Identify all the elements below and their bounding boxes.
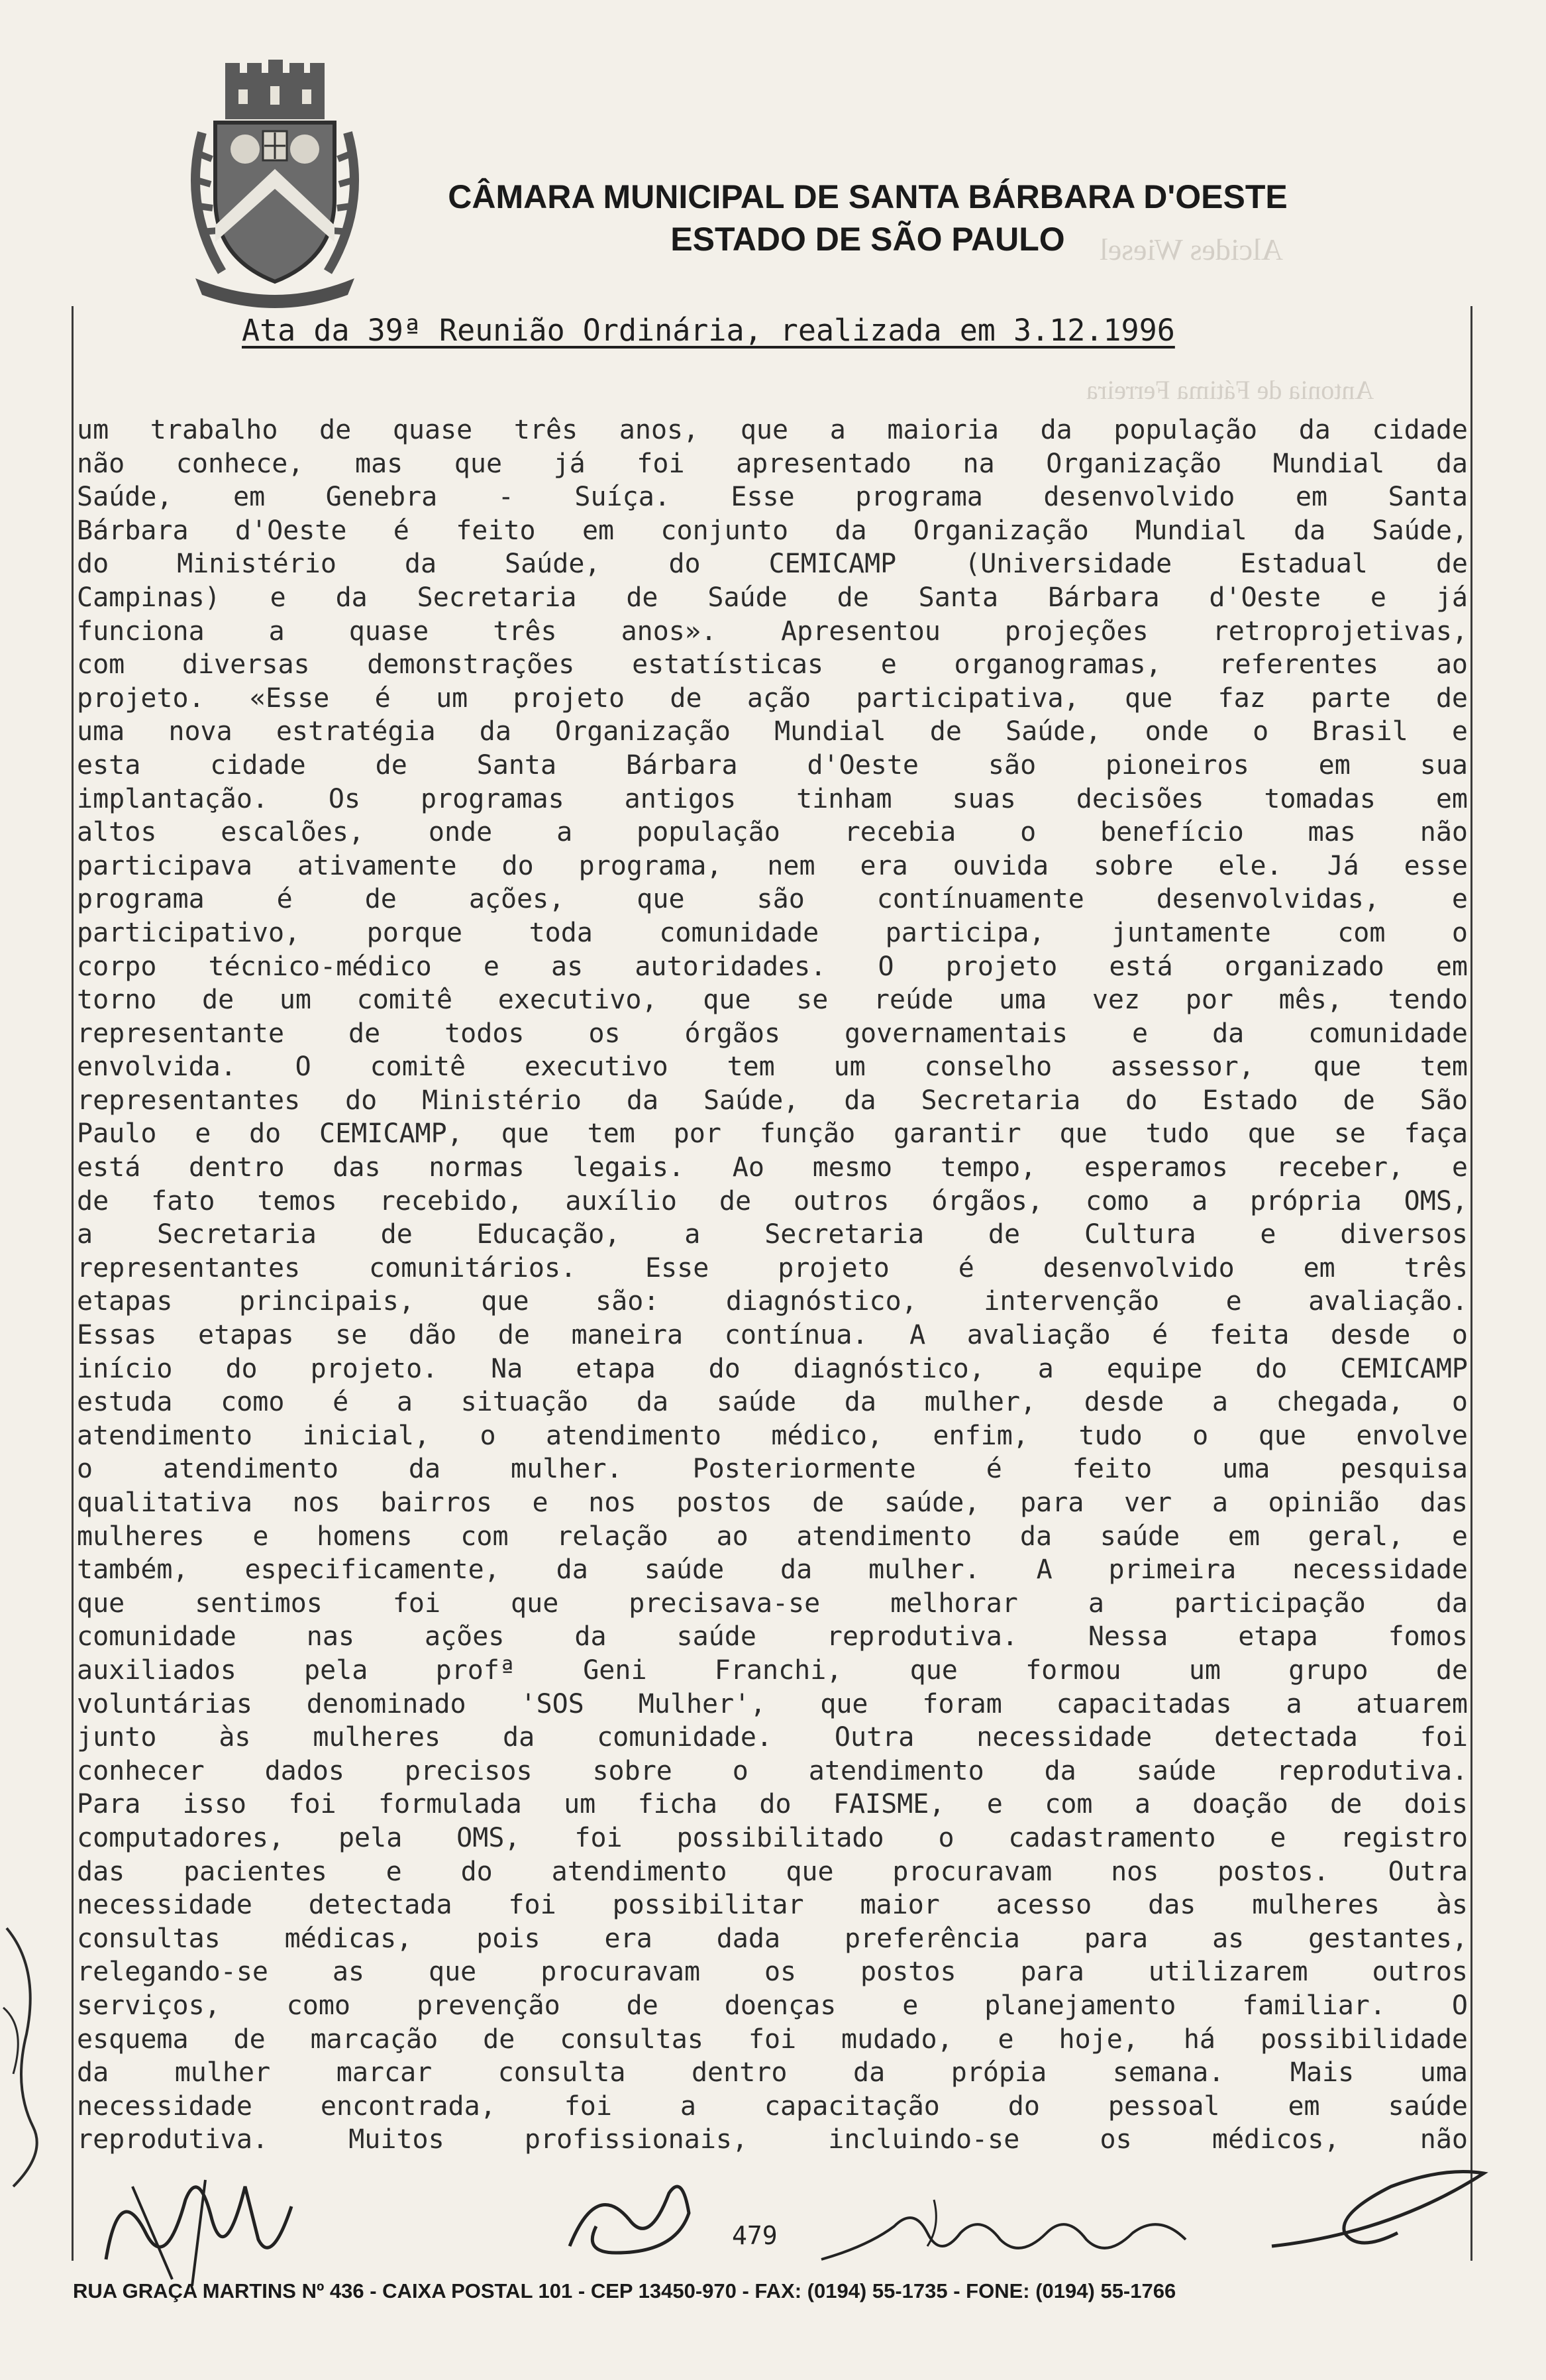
text-line: Essas etapas se dão de maneira contínua. A avaliação é feita desde o (77, 1320, 1468, 1351)
text-line: projeto. «Esse é um projeto de ação participativa, que faz parte de (77, 682, 1468, 714)
signature-1 (93, 2160, 325, 2293)
text-line: Saúde, em Genebra - Suíça. Esse programa desenvolvido em Santa (77, 482, 1468, 513)
minutes-body (77, 413, 1468, 2157)
text-line: necessidade detectada foi possibilitar maior acesso das mulheres às (77, 1890, 1468, 1921)
text-line: representantes comunitários. Esse projeto é desenvolvido em três (77, 1252, 1468, 1283)
text-line: junto às mulheres da comunidade. Outra necessidade detectada foi (77, 1722, 1468, 1753)
text-line: comunidade nas ações da saúde reprodutiva. Nessa etapa fomos (77, 1621, 1468, 1652)
text-line: com diversas demonstrações estatísticas e organogramas, referentes ao (77, 649, 1468, 680)
text-line: esta cidade de Santa Bárbara d'Oeste são pioneiros em sua (77, 749, 1468, 781)
text-line: necessidade encontrada, foi a capacitação do pessoal em saúde (77, 2090, 1468, 2122)
signature-4 (1259, 2160, 1497, 2259)
text-line: de fato temos recebido, auxílio de outros órgãos, como a própria OMS, (77, 1185, 1468, 1217)
text-line: Paulo e do CEMICAMP, que tem por função garantir que tudo que se faça (77, 1118, 1468, 1150)
text-line: torno de um comitê executivo, que se reúde uma vez por mês, tendo (77, 985, 1468, 1016)
text-line: um trabalho de quase três anos, que a maioria da população da cidade (77, 415, 1468, 445)
text-line: funciona a quase três anos». Apresentou projeções retroprojetivas, (77, 616, 1468, 647)
text-line: auxiliados pela profª Geni Franchi, que formou um grupo de (77, 1654, 1468, 1686)
text-line: esquema de marcação de consultas foi mudado, e hoje, há possibilidade (77, 2024, 1468, 2055)
page-number: 479 (732, 2221, 778, 2250)
text-line: está dentro das normas legais. Ao mesmo tempo, esperamos receber, e (77, 1152, 1468, 1183)
text-line: também, especificamente, da saúde da mulher. A primeira necessidade (77, 1554, 1468, 1586)
text-line: representantes do Ministério da Saúde, da Secretaria do Estado de São (77, 1085, 1468, 1116)
text-line: serviços, como prevenção de doenças e planejamento familiar. O (77, 1990, 1468, 2021)
signature-3 (815, 2187, 1292, 2273)
text-line: estuda como é a situação da saúde da mulher, desde a chegada, o (77, 1387, 1468, 1418)
text-line: consultas médicas, pois era dada preferência para as gestantes, (77, 1923, 1468, 1954)
signature-2 (556, 2167, 709, 2273)
institution-name: CÂMARA MUNICIPAL DE SANTA BÁRBARA D'OESTE (448, 178, 1288, 215)
text-line: a Secretaria de Educação, a Secretaria de Cultura e diversos (77, 1219, 1468, 1250)
text-line: envolvida. O comitê executivo tem um conselho assessor, que tem (77, 1052, 1468, 1083)
text-line: do Ministério da Saúde, do CEMICAMP (Universidade Estadual de (77, 549, 1468, 580)
text-line: atendimento inicial, o atendimento médico, enfim, tudo o que envolve (77, 1420, 1468, 1451)
text-line: reprodutiva. Muitos profissionais, incluindo-se os médicos, não (77, 2124, 1468, 2155)
minutes-title: Ata da 39ª Reunião Ordinária, realizada em 3.12.1996 (242, 313, 1175, 348)
text-line: Bárbara d'Oeste é feito em conjunto da Organização Mundial da Saúde, (77, 515, 1468, 546)
text-line: conhecer dados precisos sobre o atendimento da saúde reprodutiva. (77, 1755, 1468, 1786)
state-name: ESTADO DE SÃO PAULO (670, 221, 1065, 258)
text-line: qualitativa nos bairros e nos postos de saúde, para ver a opinião das (77, 1488, 1468, 1518)
text-line: da mulher marcar consulta dentro da própia semana. Mais uma (77, 2057, 1468, 2088)
text-line: início do projeto. Na etapa do diagnóstico, a equipe do CEMICAMP (77, 1353, 1468, 1384)
text-line: altos escalões, onde a população recebia o benefício mas não (77, 817, 1468, 848)
bleed-through-name-1: Alcides Wiesel (1100, 233, 1284, 266)
text-line: o atendimento da mulher. Posteriormente é feito uma pesquisa (77, 1454, 1468, 1485)
text-line: Para isso foi formulada um ficha do FAISME, e com a doação de dois (77, 1789, 1468, 1820)
text-line: não conhece, mas que já foi apresentado na Organização Mundial da (77, 448, 1468, 479)
text-line: implantação. Os programas antigos tinham suas decisões tomadas em (77, 783, 1468, 814)
right-margin-rule (1470, 306, 1472, 2261)
text-line: computadores, pela OMS, foi possibilitado o cadastramento e registro (77, 1822, 1468, 1853)
municipal-crest-logo (176, 60, 374, 311)
text-line: etapas principais, que são: diagnóstico, intervenção e avaliação. (77, 1286, 1468, 1317)
text-line: uma nova estratégia da Organização Mundial de Saúde, onde o Brasil e (77, 716, 1468, 747)
footer-address: RUA GRAÇA MARTINS Nº 436 - CAIXA POSTAL 101 - CEP 13450-970 - FAX: (0194) 55-1735 - FONE: (0194) 55-1766 (73, 2279, 1176, 2302)
text-line: das pacientes e do atendimento que procuravam nos postos. Outra (77, 1856, 1468, 1887)
text-line: voluntárias denominado 'SOS Mulher', que foram capacitadas a atuarem (77, 1688, 1468, 1719)
text-line: participava ativamente do programa, nem era ouvida sobre ele. Já esse (77, 850, 1468, 881)
text-line: relegando-se as que procuravam os postos para utilizarem outros (77, 1957, 1468, 1988)
text-line: programa é de ações, que são contínuamente desenvolvidas, e (77, 884, 1468, 915)
text-line: participativo, porque toda comunidade participa, juntamente com o (77, 917, 1468, 948)
text-line: mulheres e homens com relação ao atendimento da saúde em geral, e (77, 1521, 1468, 1552)
text-line: que sentimos foi que precisava-se melhorar a participação da (77, 1588, 1468, 1619)
text-line: representante de todos os órgãos governamentais e da comunidade (77, 1018, 1468, 1049)
text-line: Campinas) e da Secretaria de Saúde de Santa Bárbara d'Oeste e já (77, 582, 1468, 613)
bleed-through-name-2: Antonia de Fátima Ferreira (1086, 375, 1374, 405)
text-line: corpo técnico-médico e as autoridades. O projeto está organizado em (77, 951, 1468, 982)
